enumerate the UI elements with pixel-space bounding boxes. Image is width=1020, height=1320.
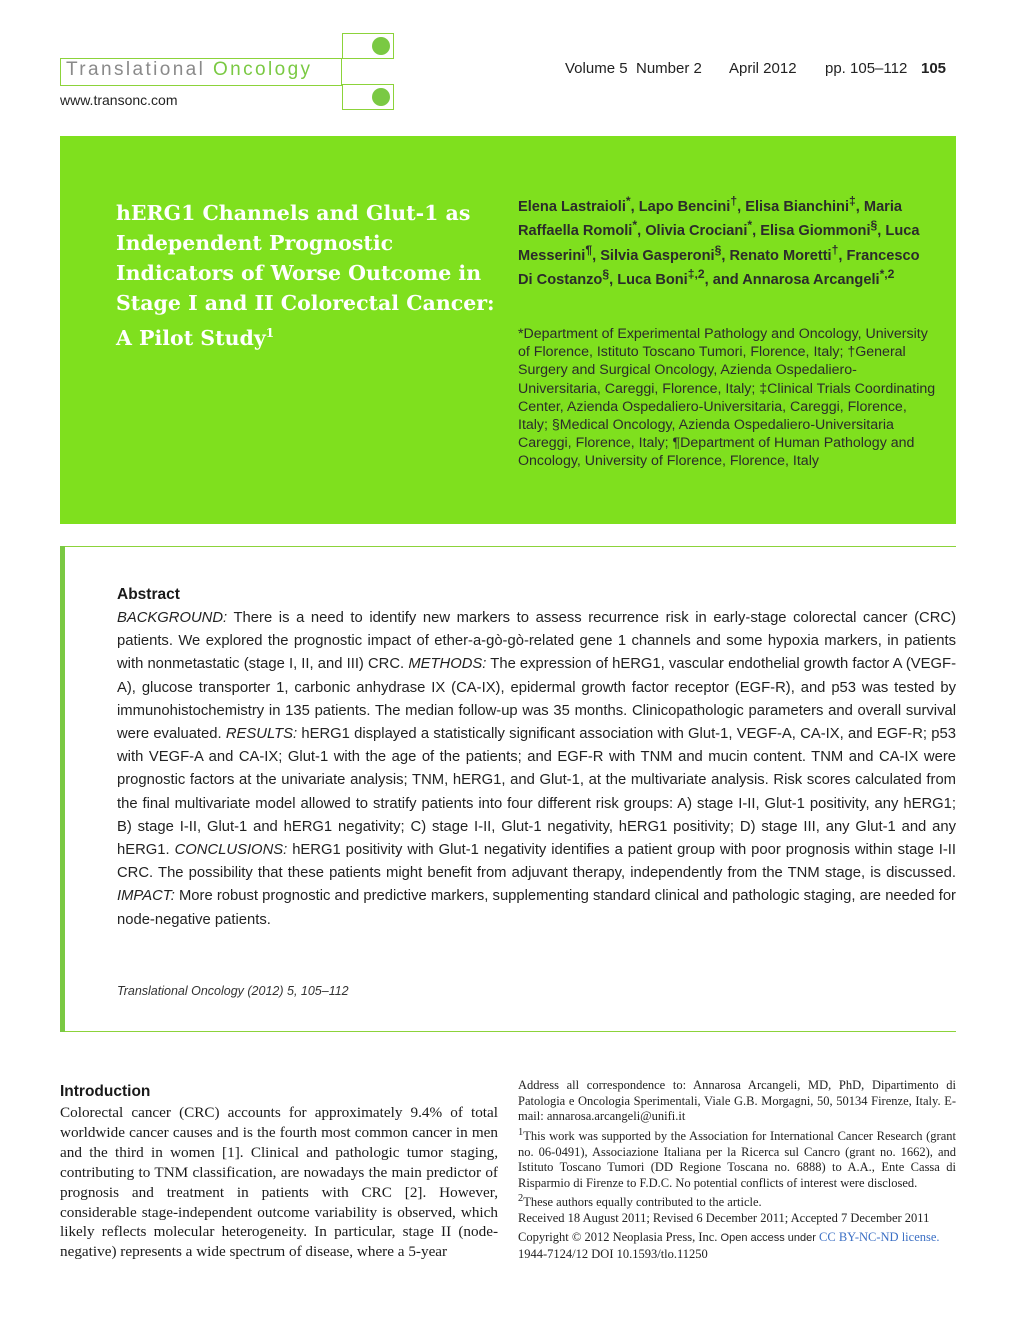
page-number: 105 [921, 60, 947, 77]
issue-number: Number 2 [636, 60, 702, 77]
page-range: pp. 105–112 [825, 60, 908, 77]
author-name: Elisa Bianchini [745, 198, 850, 215]
author-affiliation-mark: ‡ [849, 194, 856, 208]
issue-date: April 2012 [729, 60, 797, 77]
author-name: Maria Raffaella Romoli [518, 198, 903, 240]
introduction-heading: Introduction [60, 1083, 151, 1100]
author-affiliation-mark: § [870, 218, 878, 233]
author-affiliation-mark: * [625, 194, 631, 208]
author-name: Francesco Di Costanzo [518, 247, 920, 288]
author-affiliation-mark: * [747, 218, 753, 233]
methods-label: METHODS: [408, 656, 487, 673]
author-list: Elena Lastraioli*, Lapo Bencini†, Elisa Bianchini‡, Maria Raffaella Romoli*, Olivia Crociani*, Elisa Giommoni§, Luca Messerini¶, Silvia Gasperoni§, Renato Moretti†, Francesco Di Costanzo§, Luca Boni$^{\ddagger,2}$, and Annarosa Arcangeli$^{*,2}$ [518, 194, 920, 288]
author-name: Lapo Bencini [638, 198, 731, 215]
author-affiliation-mark: † [730, 194, 738, 208]
background-text: There is a need to identify new markers to assess recurrence risk in early-stage colorectal cancer (CRC) patients. We explored the prognostic impact of ether-a-gò-gò-related gene 1 channels and some hypoxia markers, in patients with nonmetastatic (stage I, II, and III) CRC. [117, 610, 956, 673]
introduction-text: Colorectal cancer (CRC) accounts for approximately 9.4% of total worldwide cancer causes and is the fourth most common cancer in men and the third in women [1]. Clinical and pathologic tumor staging, contributing to TNM classification, are nowadays the main predictor of prognosis and treatment in patients with CRC [2]. However, considerable stage-independent outcome variability is observed, which likely reflects molecular heterogeneity. In particular, stage II (node-negative) represents a wide spectrum of disease, where a 5-year [60, 1104, 498, 1261]
footnotes [518, 1078, 956, 1227]
author-affiliation-mark: § [714, 242, 722, 257]
impact-label: IMPACT: [117, 888, 175, 905]
author-name: Annarosa Arcangeli [742, 271, 880, 288]
conclusions-label: CONCLUSIONS: [174, 842, 288, 859]
journal-citation: Translational Oncology (2012) 5, 105–112 [117, 984, 349, 998]
article-title: hERG1 Channels and Glut-1 as Independent Prognostic Indicators of Worse Outcome in Stage I and II Colorectal Cancer: A Pilot Study$^1$ [116, 201, 495, 350]
author-name: Luca Messerini [518, 223, 920, 264]
open-access-label: Open access under [720, 1232, 816, 1244]
license-link[interactable]: CC BY-NC-ND license. [819, 1230, 940, 1244]
abstract-heading: Abstract [117, 586, 180, 603]
affiliations: *Department of Experimental Pathology and Oncology, University of Florence, Istituto Toscano Tumori, Florence, Italy; †General Surgery and Surgical Oncology, Azienda Ospedaliero-Universitaria, Careggi, Florence, Italy; ‡Clinical Trials Coordinating Center, Azienda Ospedaliero-Universitaria, Careggi, Florence, Italy; §Medical Oncology, Azienda Ospedaliero-Universitaria Careggi, Florence, Italy; ¶Department of Human Pathology and Oncology, University of Florence, Florence, Italy [518, 326, 936, 470]
correspondence-note: Address all correspondence to: Annarosa Arcangeli, MD, PhD, Dipartimento di Patologia e Oncologia Sperimentali, Viale G.B. Morgagni, 50, 50134 Firenze, Italy. E-mail: annarosa.arcangeli@unifi.it [518, 1078, 956, 1124]
author-affiliation-mark: *,2 [879, 266, 895, 281]
author-name: Olivia Crociani [645, 223, 748, 240]
impact-text: More robust prognostic and predictive markers, supplementing standard clinical and pathologic staging, are needed for node-negative patients. [117, 888, 956, 928]
author-affiliation-mark: ‡,2 [687, 266, 705, 281]
author-name: Elena Lastraioli [518, 198, 626, 215]
methods-text: The expression of hERG1, vascular endothelial growth factor A (VEGF-A), glucose transporter 1, carbonic anhydrase IX (CA-IX), epidermal growth factor receptor (EGF-R), and p53 was tested by immunohistochemistry in 135 patients. The median follow-up was 35 months. Clinicopathologic parameters and overall survival were evaluated. [117, 656, 956, 743]
author-name: Elisa Giommoni [760, 223, 871, 240]
logo-dot-top [372, 37, 390, 55]
background-label: BACKGROUND: [117, 610, 228, 626]
copyright-block [518, 1230, 956, 1262]
issn-doi: 1944-7124/12 DOI 10.1593/tlo.11250 [518, 1246, 708, 1261]
received-dates: Received 18 August 2011; Revised 6 December 2011; Accepted 7 December 2011 [518, 1211, 930, 1226]
results-label: RESULTS: [225, 726, 298, 743]
logo-dot-bottom [372, 88, 390, 106]
copyright: Copyright © 2012 Neoplasia Press, Inc. [518, 1230, 718, 1244]
abstract-accent-bar [60, 546, 65, 1032]
author-name: Silvia Gasperoni [600, 247, 715, 264]
funding-note: $^1$This work was supported by the Association for International Cancer Research (grant no. 06-0491), Associazione Italiana per la Ricerca sul Cancro (grant no. 1662), and Istituto Toscano Tumori (DD Regione Toscana no. 6888) to A.A., Ente Cassa di Risparmio di Firenze to F.D.C. No potential conflicts of interest were disclosed. [518, 1126, 956, 1190]
author-affiliation-mark: † [831, 242, 839, 257]
equal-contribution-note: $^2$These authors equally contributed to the article. [518, 1193, 762, 1210]
volume: Volume 5 [565, 60, 628, 77]
journal-logo: Translational Oncology [66, 59, 313, 80]
author-affiliation-mark: * [632, 218, 638, 233]
author-affiliation-mark: § [602, 266, 610, 281]
author-affiliation-mark: ¶ [585, 242, 593, 257]
abstract-body [117, 607, 956, 932]
conclusions-text: hERG1 positivity with Glut-1 negativity identifies a patient group with poor prognosis within stage I-II CRC. The possibility that these patients might benefit from adjuvant therapy, independently from the TNM stage, is discussed. [117, 842, 956, 882]
author-name: Luca Boni [617, 271, 688, 288]
author-name: Renato Moretti [729, 247, 832, 264]
journal-url[interactable]: www.transonc.com [60, 92, 178, 108]
results-text: hERG1 displayed a statistically significant association with Glut-1, VEGF-A, CA-IX, and EGF-R; p53 with VEGF-A and CA-IX; Glut-1 with the age of the patients; and EGF-R with TNM and mucin content. TNM and CA-IX were prognostic factors at the univariate analysis; TNM, hERG1, and Glut-1, at the multivariate analysis. Risk scores calculated from the final multivariate model allowed to stratify patients into four different risk groups: A) stage I-II, Glut-1 positivity, any hERG1; B) stage I-II, Glut-1 and hERG1 negativity; C) stage I-II, Glut-1 negativity, hERG1 positivity; D) stage III, any Glut-1 and any hERG1. [117, 726, 956, 859]
